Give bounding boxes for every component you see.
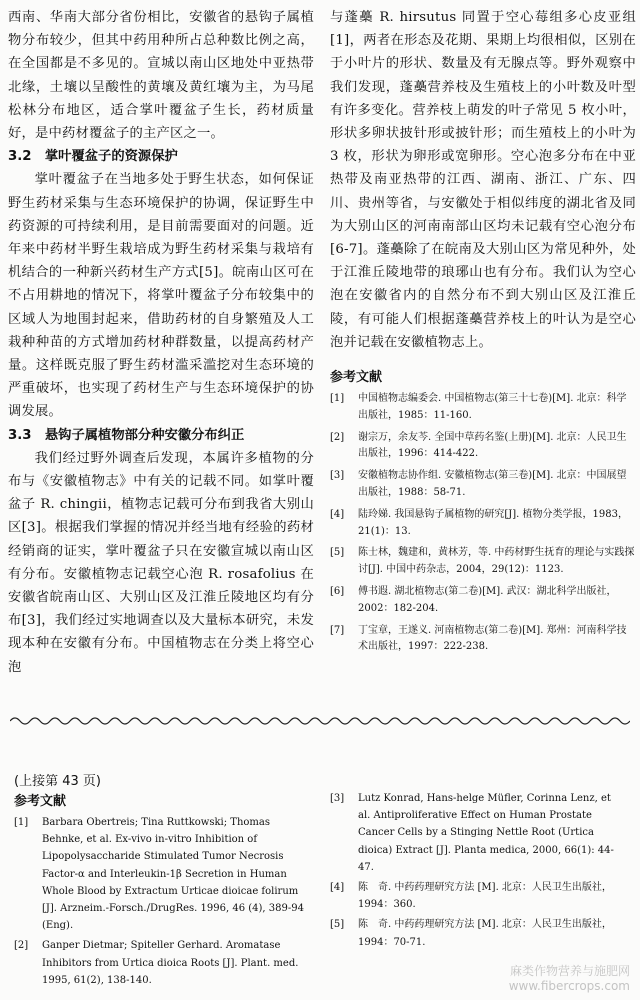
reference-text: 中国植物志编委会. 中国植物志(第三十七卷)[M]. 北京：科学出版社，1985：11-160.	[358, 393, 627, 421]
reference-text: 陈 奇. 中药药理研究方法 [M]. 北京：人民卫生出版社，1994：360.	[358, 882, 612, 911]
reference-text: Ganper Dietmar; Spiteller Gerhard. Aromatase Inhibitors from Urtica dioica Roots [J]. Plant. med. 1995, 61(2), 138-140.	[42, 940, 299, 986]
reference-number: [5]	[330, 919, 345, 931]
reference-number: [2]	[14, 940, 29, 952]
reference-number: [3]	[330, 793, 345, 804]
paragraph-resource-protection: 掌叶覆盆子在当地多处于野生状态，如何保证野生药材采集与生态环境保护的协调，保证野生中药资源的可持续利用，是目前需要面对的问题。近年来中药材半野生栽培成为野生药材采集与栽培有机结合的一种新兴药材生产方式[5]。皖南山区可在不占用耕地的情况下，将掌叶覆盆子分布较集中的区域人为地围封起来，借助药材的自身繁殖及人工栽种种苗的方式增加药材种群数量，以提高药材产量。这样既克服了野生药材滥采滥挖对生态环境的严重破坏，也实现了药材生产与生态环境保护的协调发展。	[8, 172, 314, 420]
paragraph-distribution-correction: 我们经过野外调查后发现，本属许多植物的分布与《安徽植物志》中有关的记载不同。如掌叶覆盆子 R. chingii，植物志记载可分布到我省大别山区[3]。根据我们掌握的情况并经当地有经验的药材经销商的证实，掌叶覆盆子只在安徽宣城以南山区有分布。安徽植物志记载空心泡 R. rosafolius 在安徽省皖南山区、大别山区及江淮丘陵地区均有分布[3]，我们经过实地调查以及大量标本研究，未发现本种在安徽有分布。中国植物志在分类上将空心泡	[8, 450, 314, 675]
site-watermark	[509, 964, 630, 994]
reference-list	[330, 391, 636, 656]
reference-item	[330, 623, 636, 657]
reference-item	[330, 507, 636, 541]
reference-number: [1]	[330, 393, 345, 405]
lower-right-references	[330, 790, 626, 954]
right-column	[330, 6, 636, 661]
reference-text: 谢宗万，余友芩. 全国中草药名鉴(上册)[M]. 北京：人民卫生出版社，1996：414-422.	[358, 431, 627, 460]
reference-text: 丁宝章，王遂义. 河南植物志(第二卷)[M]. 郑州：河南科学技术出版社，1997：222-238.	[358, 624, 627, 653]
wavy-divider	[10, 714, 630, 728]
reference-number: [3]	[330, 470, 345, 482]
lower-references-title: 参考文献	[14, 794, 67, 809]
reference-item	[330, 430, 636, 464]
watermark-name: 麻类作物营养与施肥网	[509, 964, 630, 978]
reference-number: [7]	[330, 624, 345, 636]
reference-item	[330, 790, 626, 876]
reference-number: [6]	[330, 586, 345, 598]
reference-item	[330, 916, 626, 950]
reference-number: [4]	[330, 882, 345, 894]
reference-item	[14, 814, 314, 934]
reference-number: [2]	[330, 431, 345, 443]
section-heading-3-2: 3.2 掌叶覆盆子的资源保护	[8, 149, 178, 165]
reference-number: [5]	[330, 547, 345, 559]
reference-item	[330, 391, 636, 425]
reference-item	[330, 468, 636, 502]
reference-item	[14, 937, 314, 989]
reference-text: 傅书遐. 湖北植物志(第二卷)[M]. 武汉：湖北科学出版社，2002：182-204.	[358, 586, 617, 614]
lower-left-references	[14, 814, 314, 992]
reference-number: [1]	[14, 817, 29, 828]
continued-from-note: (上接第 43 页)	[14, 774, 101, 789]
paragraph-continued: 与蓬蘽 R. hirsutus 同置于空心莓组多心皮亚组[1]，两者在形态及花期、果期上均很相似，区别在于小叶片的形状、数量及有无腺点等。野外观察中我们发现，蓬蘽营养枝及生殖枝上的小叶数及叶型有许多变化。营养枝上萌发的叶子常见 5 枚小叶，形状多卵状披针形或披针形；而生殖枝上的小叶为 3 枚，形状为卵形或宽卵形。空心泡多分布在中亚热带及南亚热带的江西、湖南、浙江、广东、四川、贵州等省，与安徽处于相似纬度的湖北省及同为大别山区的河南南部山区均未记载有空心泡分布[6-7]。蓬蘽除了在皖南及大别山区为常见种外，处于江淮丘陵地带的琅琊山也有分布。我们认为空心泡在安徽省内的自然分布不到大别山区及江淮丘陵，有可能人们根据蓬蘽营养枝上的叶认为是空心泡并记载在安徽植物志上。	[330, 10, 636, 350]
reference-item	[330, 879, 626, 913]
left-column	[8, 6, 314, 679]
section-heading-3-3: 3.3 悬钩子属植物部分种安徽分布纠正	[8, 427, 245, 443]
reference-text: 陈士林，魏建和，黄林芳，等. 中药材野生抚育的理论与实践探讨[J]. 中国中药杂志，2004，29(12)：1123.	[358, 547, 635, 576]
reference-text: Barbara Obertreis; Tina Ruttkowski; Thomas Behnke, et al. Ex-vivo in-vitro Inhibition of Lipopolysaccharide Stimulated Tumor Necrosis Factor-α and Interleukin-1β Secretion in Human Whole Blood by Extractum Urticae dioicae folirum [J]. Arzneim.-Forsch./DrugRes. 1996, 46 (4), 389-94 (Eng).	[42, 817, 304, 932]
reference-text: 陈 奇. 中药药理研究方法 [M]. 北京：人民卫生出版社，1994：70-71.	[358, 919, 612, 948]
reference-text: 安徽植物志协作组. 安徽植物志(第三卷)[M]. 北京：中国展望出版社，1988：58-71.	[358, 470, 627, 499]
reference-text: 陆玲娣. 我国悬钩子属植物的研究[J]. 植物分类学报，1983，21(1)：13.	[358, 508, 628, 537]
paragraph-distribution: 西南、华南大部分省份相比，安徽省的悬钩子属植物分布较少，但其中药用种所占总种数比例之高，在全国都是不多见的。宣城以南山区地处中亚热带北缘，土壤以呈酸性的黄壤及黄红壤为主，为马尾松林分布地区，适合掌叶覆盆子生长，药材质量好，是中药材覆盆子的主产区之一。	[8, 10, 314, 142]
reference-text: Lutz Konrad, Hans-helge Müfler, Corinna Lenz, et al. Antiproliferative Effect on Human Prostate Cancer Cells by a Stinging Nettle Root (Urtica dioica) Extract [J]. Planta medica, 2000, 66(1): 44-47.	[358, 793, 614, 873]
watermark-url: www.fibercrops.com	[508, 979, 630, 993]
reference-number: [4]	[330, 508, 345, 520]
reference-item	[330, 545, 636, 579]
references-title: 参考文献	[330, 370, 383, 386]
reference-item	[330, 584, 636, 618]
